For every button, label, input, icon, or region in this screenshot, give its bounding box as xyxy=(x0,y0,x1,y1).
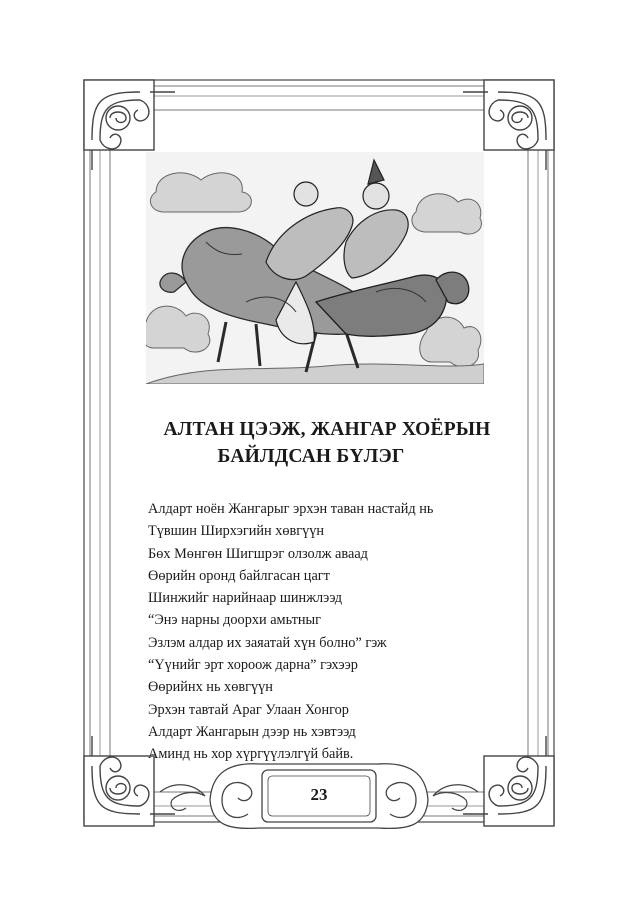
poem-text xyxy=(148,498,478,766)
page-number: 23 xyxy=(310,785,328,804)
chapter-title-line-1: АЛТАН ЦЭЭЖ, ЖАНГАР ХОЁРЫН xyxy=(163,419,491,440)
chapter-title xyxy=(120,416,520,470)
poem-line: Алдарт ноён Жангарыг эрхэн таван настайд нь xyxy=(148,501,434,517)
poem-line: Өөрийнх нь хөвгүүн xyxy=(148,679,273,696)
poem-line: Алдарт Жангарын дээр нь хэвтээд xyxy=(148,723,356,740)
poem-line: Аминд нь хор хүргүүлэлгүй байв. xyxy=(148,746,354,763)
poem-line: Бөх Мөнгөн Шигшрэг олзолж аваад xyxy=(148,545,368,562)
poem-line: Шинжийг нарийнаар шинжлээд xyxy=(148,590,342,607)
poem-line: “Энэ нарны доорхи амьтныг xyxy=(148,612,321,629)
poem-line: Түвшин Ширхэгийн хөвгүүн xyxy=(148,523,325,540)
horseback-warriors-illustration xyxy=(146,152,484,384)
poem-line: Эрхэн тавтай Араг Улаан Хонгор xyxy=(148,701,349,718)
poem-line: Өөрийн оронд байлгасан цагт xyxy=(148,567,330,584)
chapter-title-line-2: БАЙЛДСАН БҮЛЭГ xyxy=(217,446,405,467)
poem-line: “Үүнийг эрт хороож дарна” гэхээр xyxy=(148,657,358,674)
poem-line: Эзлэм алдар их заяатай хүн болно” гэж xyxy=(148,634,387,651)
